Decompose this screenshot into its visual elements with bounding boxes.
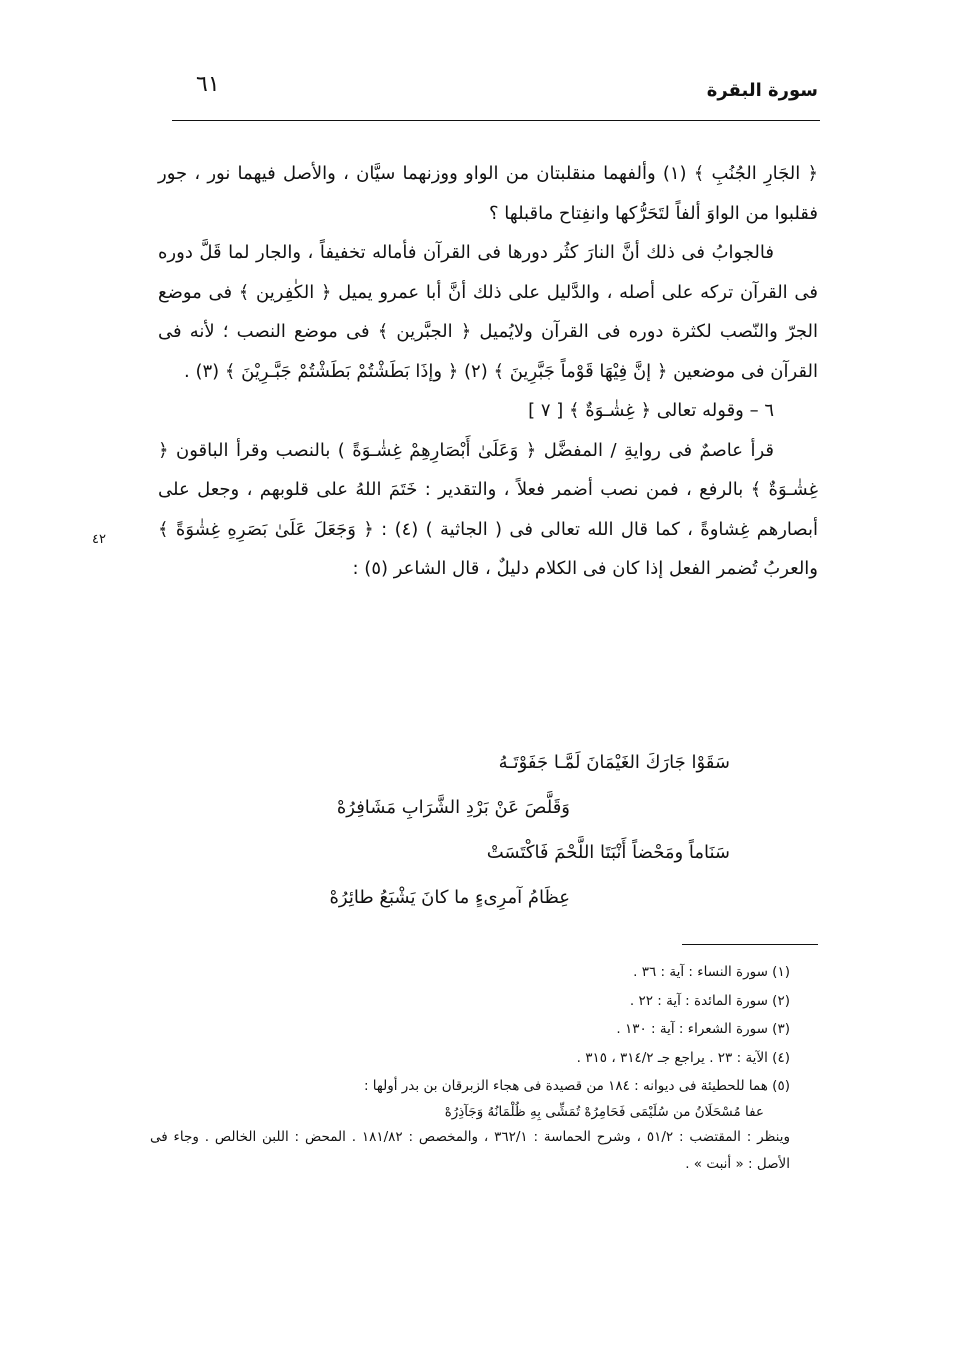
- poem-line: سَنَاماً ومَحْضاً أَنْبَتَا اللَّحْمَ فَاكْتَسَتْ: [486, 842, 730, 863]
- footnote-1: (١) سورة النساء : آية : ٣٦ .: [633, 964, 790, 980]
- paragraph-2: فالجوابُ فى ذلك أنَّ النارَ كثُر دورها فى القرآن فأماله تخفيفاً ، والجار لما قَلَّ دوره فى القرآن تركه على أصله ، والدَّليل على ذلك أنَّ أبا عمرو يميل ﴿ الكٰفِرين ﴾ فى موضع الجرّ والنّصب لكثرة دوره فى القرآن ولايُميل ﴿ الجبَّرين ﴾ فى موضع النصب ؛ لأنه فى القرآن فى موضعين ﴿ إنَّ فِيْهَا قَوْماً جَبَّرِينَ ﴾ (٢) ﴿ وإذَا بَطَشْتُمْ بَطَشْتُمْ جَبَّـرِيْنَ ﴾ (٣) .: [158, 242, 818, 382]
- footnote-5-sources: وينظر : المقتضب : ٥١/٢ ، وشرح الحماسة : ٣٦٢/١ ، والمخصص : ١٨١/٨٢ . المحض : اللبن الخالص . وجاء فى الأصل : « أنبت » .: [150, 1128, 790, 1172]
- surah-title: سورة البقرة: [706, 80, 818, 101]
- paragraph-3: قرأ عاصمٌ فى روايةِ / المفضَّل ﴿ وَعَلَىٰ أَبْصَارِهِمْ غِشٰـوَةً ) بالنصب وقرأ الباقون ﴿ غِشٰـوَةٌ ﴾ بالرفع ، فمن نصب أضمر فعلاً ، والتقدير : خَتَمَ اللهُ على قلوبهم ، وجعل على أبصارهم غِشاوةً ، كما قال الله تعالى فى ( الجاثية ) (٤) : ﴿ وَجَعَلَ عَلَىٰ بَصَرِهِ غِشٰوَةً ﴾ والعربُ تُضمر الفعل إذا كان فى الكلام دليلٌ ، قال الشاعر (٥) :: [158, 439, 818, 579]
- footnote-3: (٣) سورة الشعراء : آية : ١٣٠ .: [616, 1021, 790, 1037]
- margin-page-reference: ٤٢: [92, 532, 106, 547]
- footnote-5-couplet: عفا مُسْحَلَانُ من سُلَيْمَى فَحَامِرُهْ تُمَشِّى بِهِ ظُلْمَانُهُ وَجَآذِرُهْ: [444, 1103, 764, 1120]
- main-text: [158, 154, 818, 589]
- poem-line: عِظَامُ آمرِىءٍ ما كانَ يَشْبَعُ طائِرُهْ: [329, 887, 570, 908]
- paragraph-1: ﴿ الجَارِ الجُنُبِ ﴾ (١) وألفهما منقلبتان من الواو ووزنهما سيَّان ، والأصل فيهما نور ، جور فقلبوا من الواوَ ألفاً لتَحَرُّكها وانفِتاح ماقبلها ؟: [158, 163, 818, 224]
- header-divider: [172, 120, 820, 121]
- poem-line: سَقَوْا جَارَكَ الغَيْمَانَ لَمَّـا جَفَوْتَـهُ: [498, 752, 730, 773]
- footnotes: [150, 958, 790, 1178]
- footnote-4: (٤) الآية : ٢٣ . يراجع جـ ٣١٤/٢ ، ٣١٥ .: [576, 1049, 790, 1066]
- footnote-5: (٥) هما للحطيئة فى ديوانه : ١٨٤ من قصيدة فى هجاء الزبرقان بن بدر أولها :: [363, 1078, 790, 1094]
- footnote-divider: [682, 944, 818, 945]
- verse-heading: ٦ – وقوله تعالى ﴿ غِشٰـوَةٌ ﴾ [ ٧ ]: [528, 400, 774, 421]
- page-number: ٦١: [196, 72, 220, 97]
- poem-line: وَقَلَّصَ عَنْ بَرْدِ الشَّرَابِ مَشَافِرُهْ: [336, 797, 570, 818]
- footnote-2: (٢) سورة المائدة : آية : ٢٢ .: [629, 992, 790, 1009]
- poem: [240, 740, 730, 920]
